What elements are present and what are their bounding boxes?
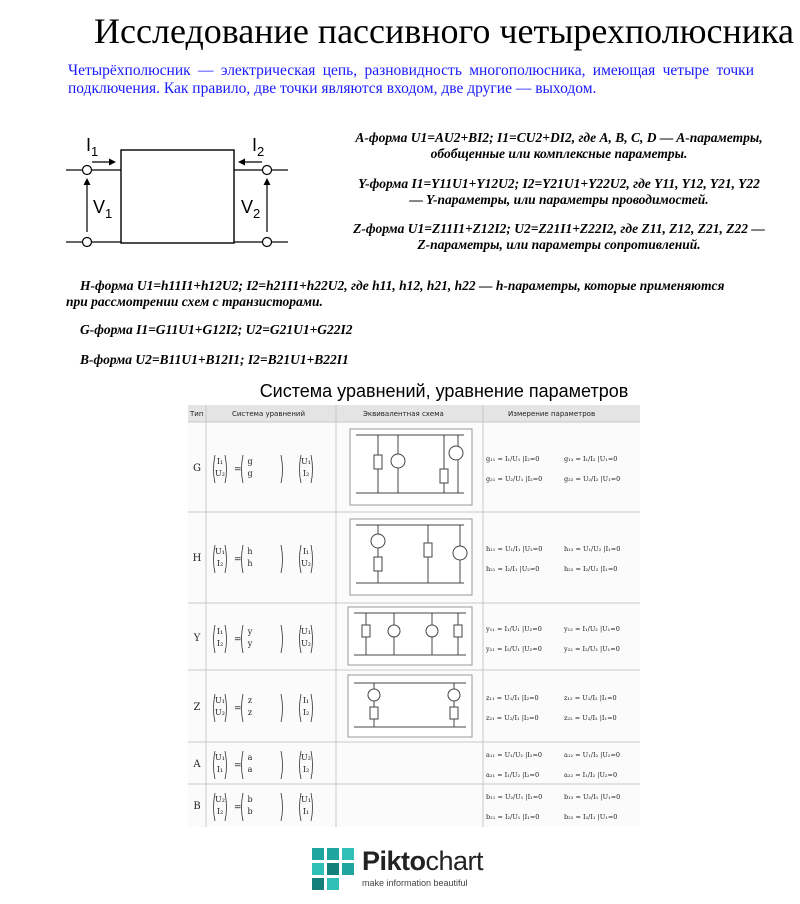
eq-matrix-top: b <box>247 795 253 804</box>
eq-lhs-top: U₁ <box>215 547 225 556</box>
h-form-text: H-форма U1=h11I1+h12U2; I2=h21I1+h22U2, где h11, h12, h21, h22 — h-параметры, которые применяются при рассмотрении схем с транзисторами. <box>66 278 725 309</box>
header-system: Система уравнений <box>232 410 306 418</box>
eq-matrix-bottom: z <box>247 708 253 717</box>
eq-matrix-top: g <box>247 457 253 466</box>
row-type: Y <box>193 633 201 644</box>
row-type: H <box>192 553 202 564</box>
measure-12: z₁₂ = U₁/I₂ |I₁=0 <box>564 694 617 702</box>
eq-matrix-top: h <box>247 547 253 556</box>
eq-rhs-bottom: U₂ <box>301 559 311 568</box>
measure-11: y₁₁ = I₁/U₁ |U₂=0 <box>486 625 542 633</box>
eq-rhs-bottom: I₁ <box>302 807 310 816</box>
eq-lhs-top: U₂ <box>215 795 225 804</box>
equals-sign: = <box>234 635 242 645</box>
eq-rhs-bottom: I₂ <box>302 765 310 774</box>
z-form-text: Z-форма U1=Z11I1+Z12I2; U2=Z21I1+Z22I2, где Z11, Z12, Z21, Z22 — Z-параметры, или параметры сопротивлений. <box>353 221 765 252</box>
eq-lhs-top: U₁ <box>215 696 225 705</box>
eq-rhs-top: U₁ <box>301 457 311 466</box>
page-title: Исследование пассивного четырехполюсника <box>94 11 794 51</box>
row-type: Z <box>193 702 201 713</box>
measure-12: y₁₂ = I₁/U₂ |U₁=0 <box>564 625 620 633</box>
measure-11: z₁₁ = U₁/I₁ |I₂=0 <box>486 694 539 702</box>
eq-lhs-bottom: U₂ <box>215 708 225 717</box>
circuit-sketches <box>348 429 472 737</box>
eq-rhs-bottom: I₂ <box>302 708 310 717</box>
eq-matrix-bottom: h <box>247 559 253 568</box>
a-form-text: А-форма U1=AU2+BI2; I1=CU2+DI2, где A, B, C, D — A-параметры, обобщенные или комплексные параметры. <box>355 130 763 161</box>
measure-21: h₂₁ = I₂/I₁ |U₂=0 <box>486 565 540 573</box>
eq-matrix-top: y <box>247 627 253 636</box>
measure-22: a₂₂ = I₁/I₂ |U₂=0 <box>564 771 618 779</box>
eq-matrix-top: a <box>247 753 253 762</box>
measure-11: h₁₁ = U₁/I₁ |U₂=0 <box>486 545 543 553</box>
label-i2-main: I <box>252 135 258 155</box>
eq-rhs-top: I₁ <box>302 547 310 556</box>
header-circuit: Эквивалентная схема <box>363 410 444 418</box>
measure-21: a₂₁ = I₁/U₂ |I₂=0 <box>486 771 540 779</box>
measure-22: z₂₂ = U₂/I₂ |I₁=0 <box>564 714 617 722</box>
eq-lhs-bottom: I₂ <box>216 559 224 568</box>
b-form-text: B-форма U2=B11U1+B12I1; I2=B21U1+B22I1 <box>80 352 349 367</box>
measure-12: g₁₂ = I₁/I₂ |U₁=0 <box>564 455 618 463</box>
eq-rhs-bottom: U₂ <box>301 639 311 648</box>
g-form-text: G-форма I1=G11U1+G12I2; U2=G21U1+G22I2 <box>80 322 353 337</box>
row-type: G <box>193 463 201 474</box>
row-type: B <box>193 801 201 812</box>
y-form-text: Y-форма I1=Y11U1+Y12U2; I2=Y21U1+Y22U2, где Y11, Y12, Y21, Y22 — Y-параметры, или параметры проводимостей. <box>358 176 760 207</box>
equals-sign: = <box>234 465 242 475</box>
measure-12: a₁₂ = U₁/I₂ |U₂=0 <box>564 751 621 759</box>
eq-lhs-bottom: I₂ <box>216 807 224 816</box>
brand-pikto: Pikto <box>362 846 426 876</box>
measure-11: b₁₁ = U₂/U₁ |I₁=0 <box>486 793 543 801</box>
eq-rhs-top: I₁ <box>302 696 310 705</box>
measure-11: a₁₁ = U₁/U₂ |I₂=0 <box>486 751 543 759</box>
label-v1-main: V <box>93 197 106 217</box>
measure-22: y₂₂ = I₂/U₂ |U₁=0 <box>564 645 620 653</box>
eq-rhs-top: U₁ <box>301 795 311 804</box>
parameters-table <box>188 405 640 827</box>
measure-22: g₂₂ = U₂/I₂ |U₁=0 <box>564 475 621 483</box>
header-type: Тип <box>190 410 204 418</box>
equals-sign: = <box>234 761 242 771</box>
measure-21: z₂₁ = U₂/I₁ |I₂=0 <box>486 714 539 722</box>
header-measure: Измерение параметров <box>508 410 596 418</box>
eq-lhs-top: I₁ <box>216 627 224 636</box>
measure-21: b₂₁ = I₂/U₁ |I₁=0 <box>486 813 540 821</box>
equals-sign: = <box>234 704 242 714</box>
label-v2-main: V <box>241 197 254 217</box>
label-i2-sub: 2 <box>257 144 265 159</box>
eq-lhs-bottom: I₂ <box>216 639 224 648</box>
eq-rhs-top: U₂ <box>301 753 311 762</box>
measure-11: g₁₁ = I₁/U₁ |I₂=0 <box>486 455 540 463</box>
measure-12: b₁₂ = U₂/I₁ |U₁=0 <box>564 793 621 801</box>
label-v2-sub: 2 <box>253 206 261 221</box>
eq-lhs-top: U₁ <box>215 753 225 762</box>
equals-sign: = <box>234 803 242 813</box>
eq-rhs-bottom: I₂ <box>302 469 310 478</box>
two-port-diagram <box>66 128 288 262</box>
brand-chart: chart <box>425 846 484 876</box>
eq-lhs-bottom: I₁ <box>216 765 224 774</box>
measure-12: h₁₂ = U₁/U₂ |I₁=0 <box>564 545 621 553</box>
eq-matrix-bottom: g <box>247 469 253 478</box>
eq-lhs-top: I₁ <box>216 457 224 466</box>
eq-matrix-bottom: y <box>247 639 253 648</box>
eq-matrix-top: z <box>247 696 253 705</box>
measure-22: b₂₂ = I₂/I₁ |U₁=0 <box>564 813 618 821</box>
label-i1-main: I <box>86 135 92 155</box>
eq-rhs-top: U₁ <box>301 627 311 636</box>
piktochart-mark-icon <box>310 846 356 892</box>
row-type: A <box>193 759 201 770</box>
label-v1-sub: 1 <box>105 206 113 221</box>
equals-sign: = <box>234 555 242 565</box>
intro-paragraph: Четырёхполюсник — электрическая цепь, разновидность многополюсника, имеющая четыре точки подключения. Как правило, две точки являются входом, две другие — выходом. <box>68 62 754 97</box>
measure-21: y₂₁ = I₂/U₁ |U₂=0 <box>486 645 542 653</box>
eq-lhs-bottom: U₂ <box>215 469 225 478</box>
eq-matrix-bottom: a <box>247 765 253 774</box>
label-i1-sub: 1 <box>91 144 99 159</box>
measure-22: h₂₂ = I₂/U₂ |I₁=0 <box>564 565 618 573</box>
measure-21: g₂₁ = U₂/U₁ |I₂=0 <box>486 475 543 483</box>
brand-tagline: make information beautiful <box>362 878 468 888</box>
piktochart-logo <box>310 846 510 892</box>
table-subtitle: Система уравнений, уравнение параметров <box>259 381 629 401</box>
eq-matrix-bottom: b <box>247 807 253 816</box>
